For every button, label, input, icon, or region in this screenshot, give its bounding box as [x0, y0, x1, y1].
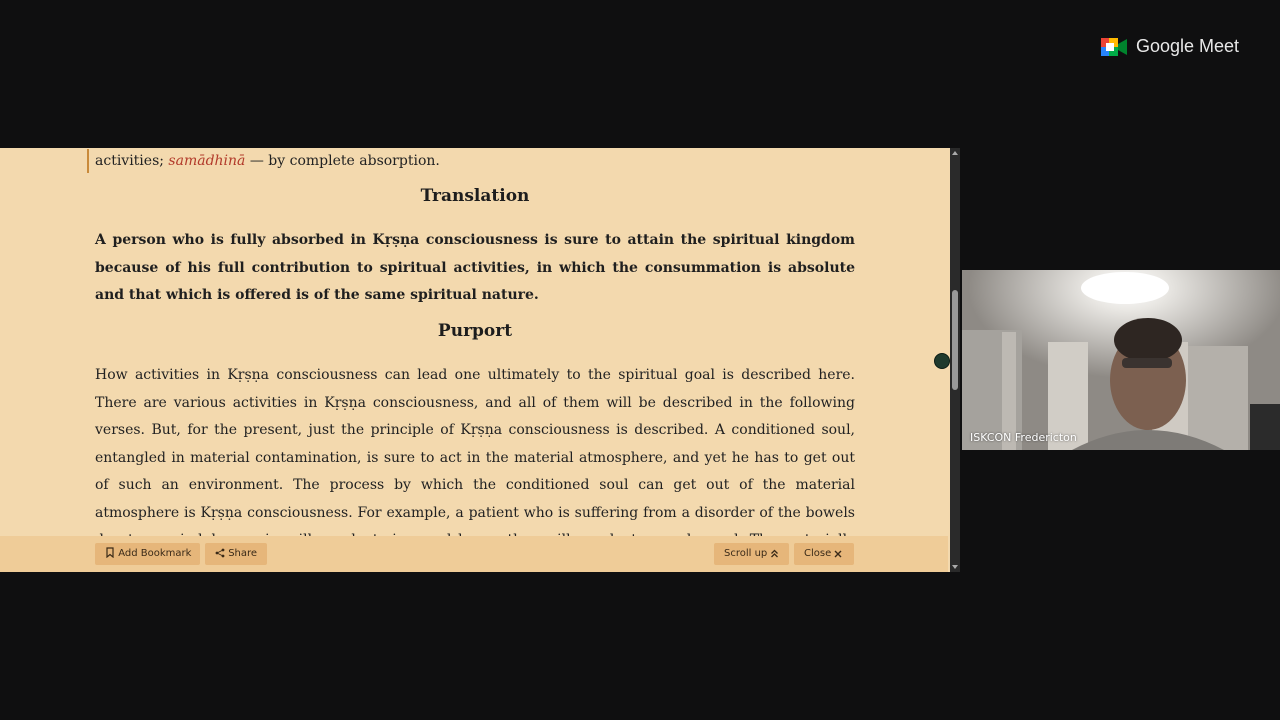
google-meet-title: Google Meet [1136, 36, 1240, 56]
purport-heading: Purport [437, 321, 513, 341]
add-bookmark-button[interactable] [95, 543, 200, 565]
double-chevron-up-icon [770, 549, 779, 558]
scrollbar-thumb[interactable] [952, 290, 958, 390]
google-meet-logo [1100, 34, 1250, 60]
close-icon [834, 550, 842, 558]
reader-page[interactable] [0, 148, 948, 572]
translation-heading: Translation [420, 186, 530, 206]
reader-toolbar [0, 536, 948, 572]
google-meet-icon [1100, 35, 1128, 59]
share-icon [215, 548, 225, 558]
close-button[interactable] [794, 543, 854, 565]
participant-video-image [962, 270, 1280, 450]
purport-text: How activities in Kṛṣṇa consciousness can lead one ultimately to the spiritual goal is described here. There are various activities in Kṛṣṇa consciousness, and all of them will be described in the following verses. But, for the present, just the principle of Kṛṣṇa consciousness is described. A conditioned soul, entangled in material contamination, is sure to act in the material atmosphere, and yet he has to get out of such an environment. The process by which the conditioned soul can get out of the material atmosphere is Kṛṣṇa consciousness. For example, a patient who is suffering from a disorder of the bowels [95, 367, 855, 521]
scroll-down-arrow-icon[interactable] [952, 565, 958, 569]
scrollbar[interactable] [950, 148, 960, 572]
share-button[interactable] [205, 543, 267, 565]
scroll-up-arrow-icon[interactable] [952, 151, 958, 155]
participant-video-tile[interactable] [962, 270, 1280, 450]
participant-name-label: ISKCON Fredericton [970, 431, 1077, 444]
scroll-up-button[interactable] [714, 543, 789, 565]
add-bookmark-label: Add Bookmark [118, 548, 192, 559]
translation-text: A person who is fully absorbed in Kṛṣṇa consciousness is sure to attain the spiritual kingdom because of his full contribution to spiritual activities, in which the consummation is absolute and that which is offered is of the same spiritual nature. [95, 232, 855, 303]
close-label: Close [804, 548, 832, 559]
synonym-text-before: activities; [95, 153, 169, 169]
share-label: Share [228, 548, 258, 559]
scroll-up-label: Scroll up [724, 548, 768, 559]
shared-screen [0, 148, 950, 572]
synonym-text-after: — by complete absorption. [245, 153, 440, 169]
cursor-icon [934, 353, 950, 369]
synonym-line [87, 149, 440, 173]
bookmark-icon [105, 547, 115, 558]
synonym-term: samādhinā [168, 153, 246, 169]
